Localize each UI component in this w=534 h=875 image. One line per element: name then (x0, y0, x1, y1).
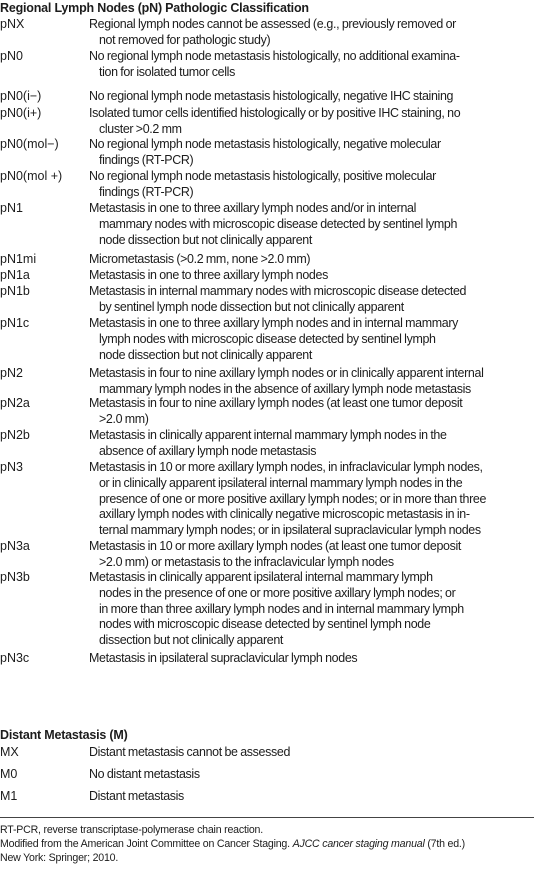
description-line: ternal mammary lymph nodes; or in ipsilateral supraclavicular lymph nodes (98, 523, 481, 538)
description-line: Regional lymph nodes cannot be assessed (e.g., previously removed or (89, 17, 456, 31)
description-line: Metastasis in one to three axillary lymph nodes and in internal mammary (89, 316, 459, 330)
classification-description (89, 789, 534, 804)
classification-code: pN0(i−) (0, 89, 42, 103)
classification-code: pN1mi (0, 252, 37, 266)
classification-code: M1 (0, 789, 18, 803)
description-line: absence of axillary lymph node metastasis (98, 443, 317, 458)
description-line: cluster >0.2 mm (98, 121, 182, 136)
description-line: Metastasis in four to nine axillary lymph nodes or in clinically apparent internal (89, 366, 484, 380)
classification-description (89, 49, 534, 81)
classification-description (89, 366, 534, 398)
description-line: Micrometastasis (>0.2 mm, none >2.0 mm) (89, 252, 311, 266)
classification-code: M0 (0, 767, 18, 781)
classification-description (89, 169, 534, 201)
classification-description (89, 745, 534, 760)
classification-description (89, 201, 534, 248)
description-line: No regional lymph node metastasis histologically, negative IHC staining (89, 89, 454, 103)
classification-description (89, 316, 534, 363)
m-section-title: Distant Metastasis (M) (0, 728, 128, 742)
classification-description (89, 252, 534, 268)
classification-code: pN0(mol +) (0, 169, 63, 183)
description-line: No distant metastasis (89, 767, 200, 781)
footnote-abbreviation: RT-PCR, reverse transcriptase-polymerase chain reaction. (0, 824, 263, 836)
classification-code: pN2 (0, 366, 23, 380)
description-line: findings (RT-PCR) (98, 152, 194, 167)
description-line: by sentinel lymph node dissection but not clinically apparent (98, 299, 404, 314)
classification-description (89, 428, 534, 460)
classification-description (89, 137, 534, 169)
classification-description (89, 396, 534, 428)
description-line: Metastasis in 10 or more axillary lymph nodes (at least one tumor deposit (89, 539, 462, 553)
classification-description (89, 570, 534, 649)
classification-description (89, 268, 534, 284)
classification-code: MX (0, 745, 19, 759)
footnote-publisher: New York: Springer; 2010. (0, 852, 119, 864)
description-line: or in clinically apparent ipsilateral internal mammary lymph nodes in the (98, 475, 463, 490)
description-line: >2.0 mm) or metastasis to the infraclavicular lymph nodes (98, 554, 394, 569)
description-line: >2.0 mm) (98, 411, 149, 426)
description-line: Metastasis in ipsilateral supraclavicular lymph nodes (89, 651, 358, 665)
classification-description (89, 767, 534, 782)
classification-code: pN0 (0, 49, 23, 63)
description-line: Isolated tumor cells identified histologically or by positive IHC staining, no (89, 106, 461, 120)
description-line: findings (RT-PCR) (98, 184, 194, 199)
description-line: Metastasis in one to three axillary lymph nodes and/or in internal (89, 201, 417, 215)
description-line: No regional lymph node metastasis histologically, positive molecular (89, 169, 436, 183)
description-line: No regional lymph node metastasis histologically, no additional examina- (89, 49, 460, 63)
classification-code: pN0(mol−) (0, 137, 59, 151)
classification-description (89, 284, 534, 316)
description-line: presence of one or more positive axillary lymph nodes; or in more than three (98, 491, 487, 506)
classification-code: pN3b (0, 570, 30, 584)
classification-code: pN1b (0, 284, 30, 298)
classification-code: pNX (0, 17, 25, 31)
classification-description (89, 17, 534, 49)
description-line: not removed for pathologic study) (98, 32, 271, 47)
description-line: mammary lymph nodes in the absence of axillary lymph node metastasis (98, 381, 471, 396)
classification-code: pN1c (0, 316, 30, 330)
description-line: tion for isolated tumor cells (98, 64, 235, 79)
description-line: nodes with microscopic disease detected by sentinel lymph node (98, 617, 431, 632)
description-line: Metastasis in four to nine axillary lymph nodes (at least one tumor deposit (89, 396, 463, 410)
classification-code: pN3 (0, 460, 23, 474)
pn-section-title: Regional Lymph Nodes (pN) Pathologic Classification (0, 1, 309, 15)
footnote-divider (0, 817, 534, 818)
description-line: nodes in the presence of one or more positive axillary lymph nodes; or (98, 585, 456, 600)
classification-description (89, 651, 534, 667)
classification-code: pN1 (0, 201, 23, 215)
classification-description (89, 106, 534, 138)
description-line: lymph nodes with microscopic disease detected by sentinel lymph (98, 331, 436, 346)
classification-code: pN3c (0, 651, 30, 665)
classification-description (89, 460, 534, 539)
description-line: dissection but not clinically apparent (98, 633, 284, 648)
description-line: mammary nodes with microscopic disease detected by sentinel lymph (98, 216, 458, 231)
description-line: Metastasis in internal mammary nodes with microscopic disease detected (89, 284, 467, 298)
description-line: Metastasis in clinically apparent ipsilateral internal mammary lymph (89, 570, 433, 584)
description-line: Metastasis in one to three axillary lymph nodes (89, 268, 328, 282)
description-line: axillary lymph nodes with clinically negative microscopic metastasis in in- (98, 507, 470, 522)
description-line: node dissection but not clinically apparent (98, 347, 312, 362)
classification-code: pN1a (0, 268, 30, 282)
description-line: Distant metastasis cannot be assessed (89, 745, 291, 759)
description-line: Distant metastasis (89, 789, 184, 803)
footnote-source: Modified from the American Joint Committee on Cancer Staging. AJCC cancer staging manual (7th ed.) (0, 838, 466, 850)
description-line: Metastasis in clinically apparent internal mammary lymph nodes in the (89, 428, 447, 442)
description-line: No regional lymph node metastasis histologically, negative molecular (89, 137, 441, 151)
description-line: Metastasis in 10 or more axillary lymph nodes, in infraclavicular lymph nodes, (89, 460, 483, 474)
classification-description (89, 89, 534, 105)
classification-code: pN2a (0, 396, 30, 410)
description-line: node dissection but not clinically apparent (98, 232, 312, 247)
classification-code: pN0(i+) (0, 106, 42, 120)
classification-code: pN3a (0, 539, 30, 553)
footnote-source-title: AJCC cancer staging manual (292, 838, 425, 850)
classification-code: pN2b (0, 428, 30, 442)
description-line: in more than three axillary lymph nodes and in internal mammary lymph (98, 601, 464, 616)
classification-description (89, 539, 534, 571)
